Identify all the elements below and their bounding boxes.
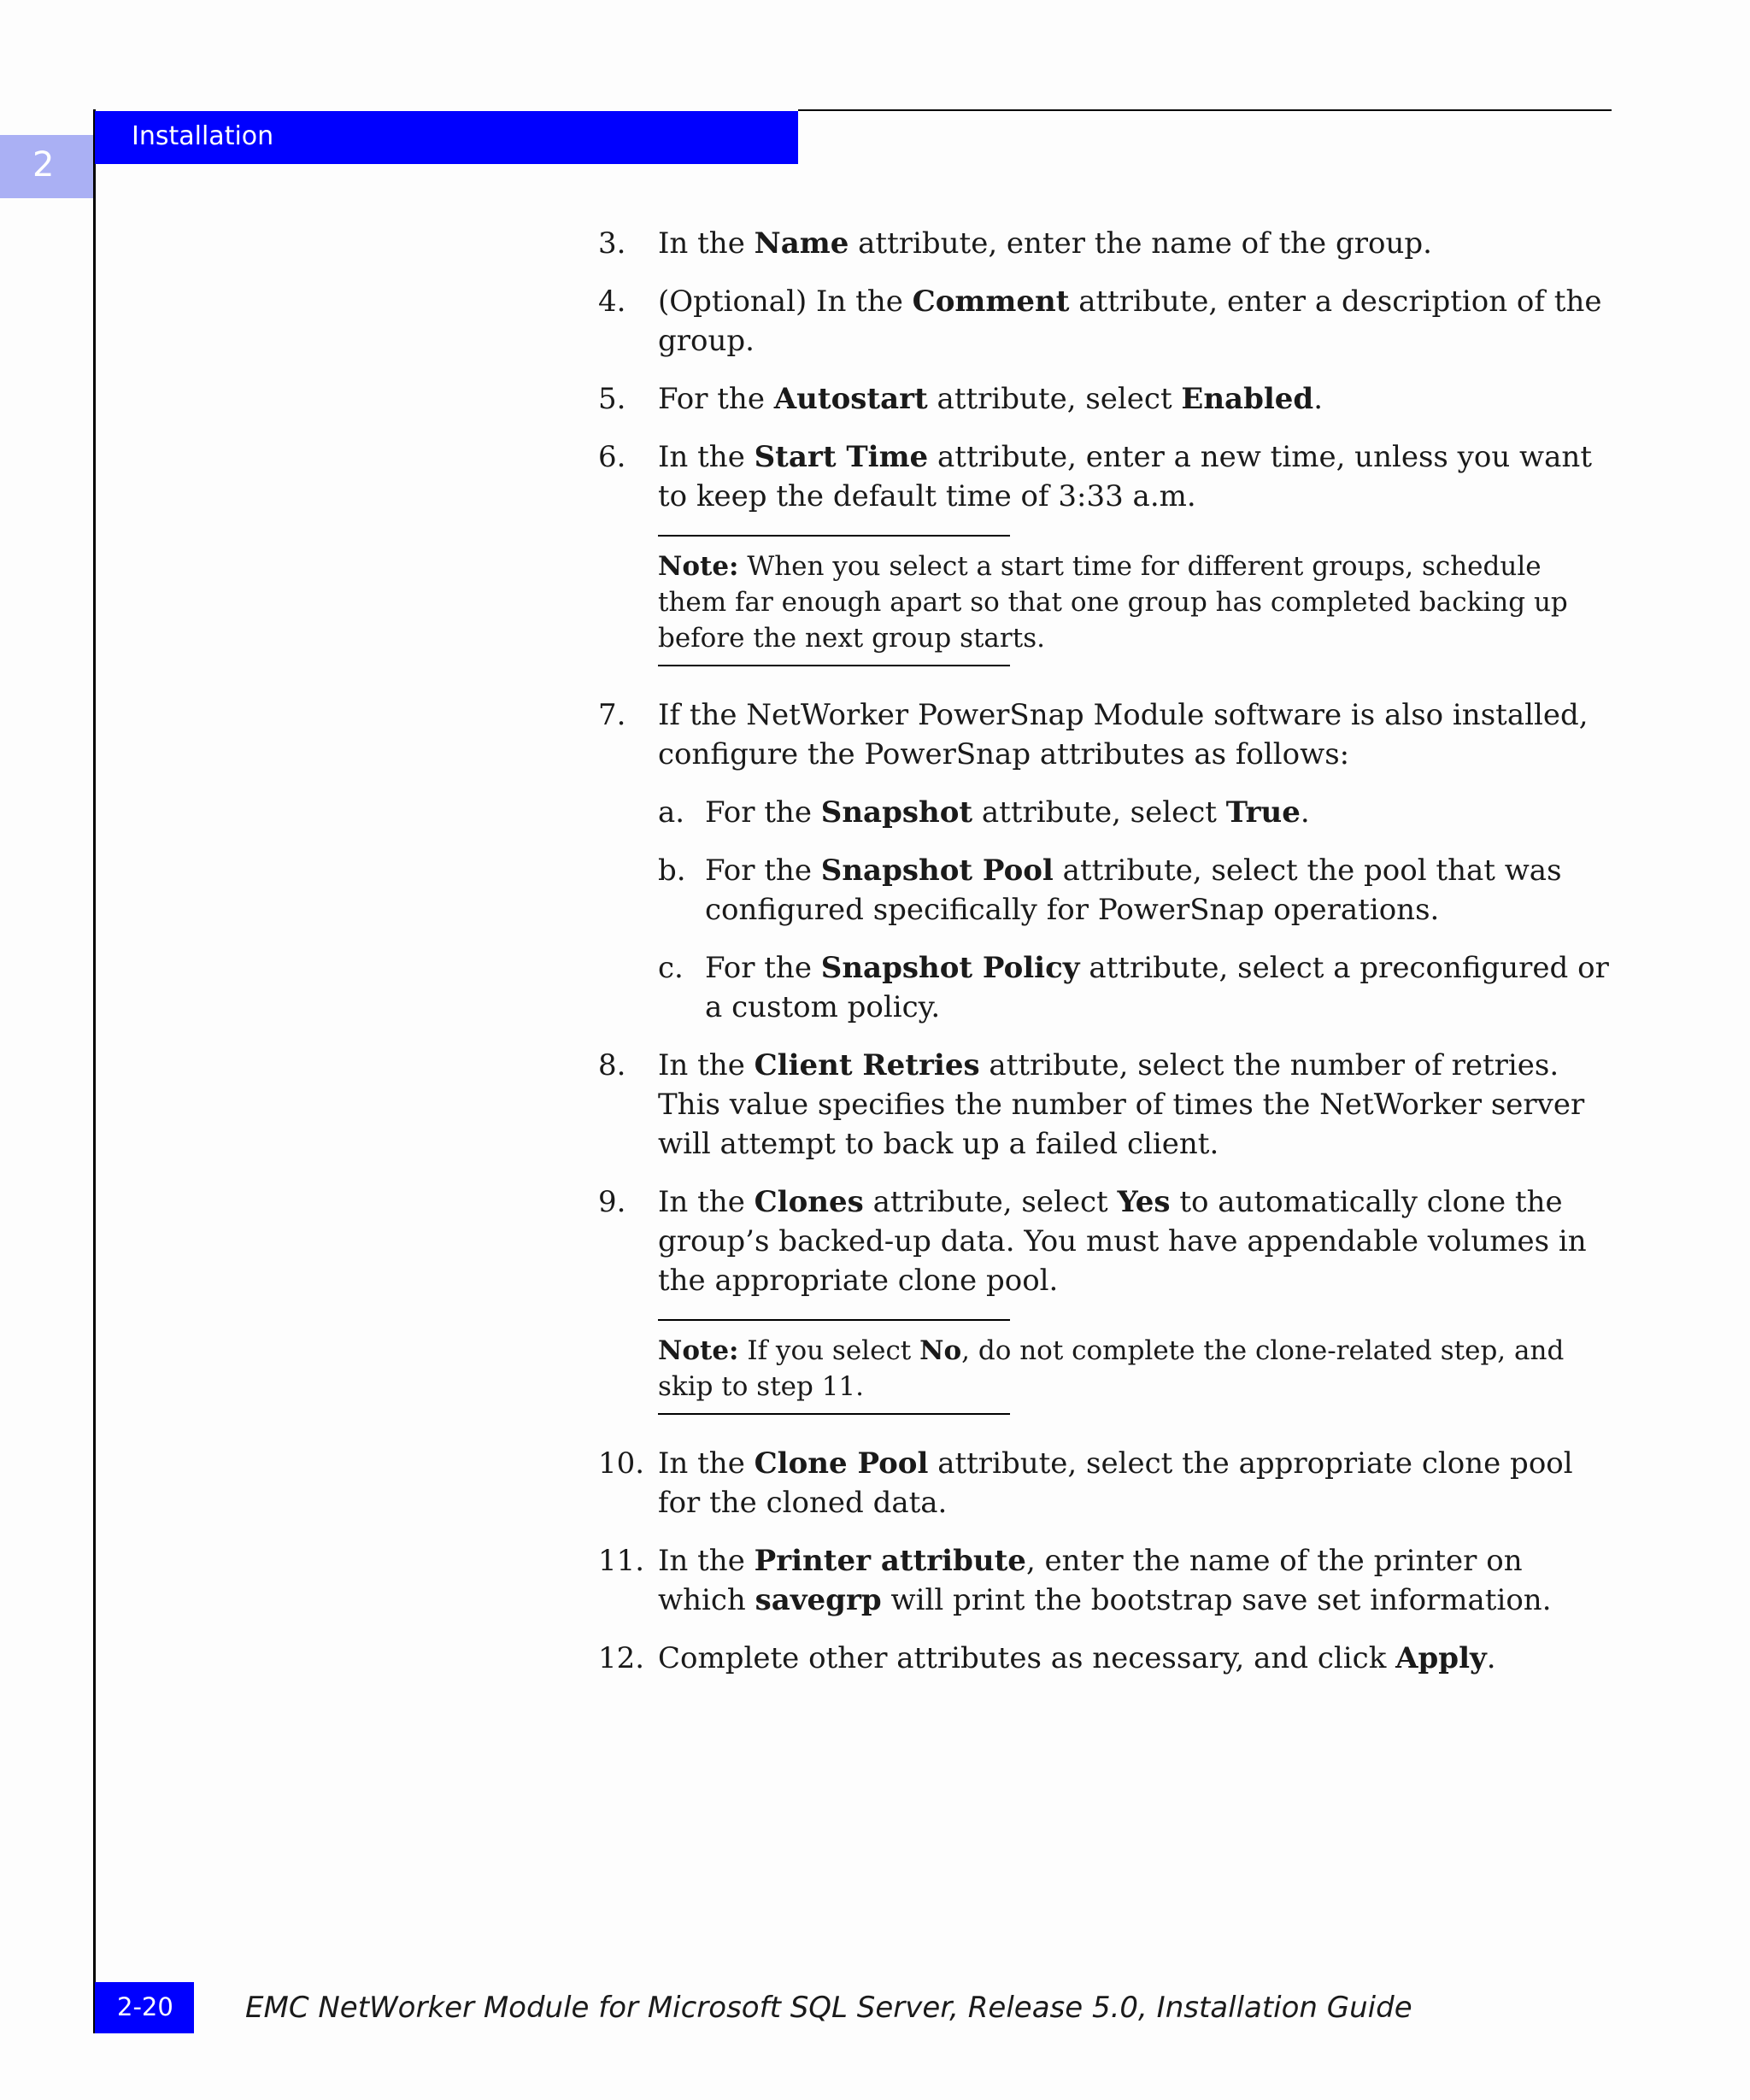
step-7b: b. For the Snapshot Pool attribute, select the pool that was configured specifically for PowerSnap operations. (658, 853, 1562, 927)
note-clones: Note: If you select No, do not complete the clone-related step, and skip to step 11. (658, 1319, 1611, 1415)
chapter-tab (0, 135, 93, 198)
step-7a: a. For the Snapshot attribute, select True. (658, 795, 1310, 830)
step-8: 8. In the Client Retries attribute, select the number of retries. This value specifies the number of times the NetWorker server will attempt to back up a failed client. (598, 1048, 1585, 1161)
step-7: 7. If the NetWorker PowerSnap Module software is also installed, configure the PowerSnap attributes as follows: a. For the Snapshot attribute, select True. b. For the Snapshot Pool attribute, select the pool that was configured specifically for PowerSnap operations. c. For the Snapshot Policy attribute, select a preconfigured or a custom policy. (598, 695, 1615, 1027)
step-10: 10. In the Clone Pool attribute, select the appropriate clone pool for the cloned data. (598, 1446, 1573, 1520)
note-bottom-rule (658, 665, 1010, 666)
procedure-steps (598, 224, 1615, 1697)
step-6: 6. In the Start Time attribute, enter a new time, unless you want to keep the default time of 3:33 a.m. (598, 440, 1592, 513)
header-rule (798, 109, 1612, 111)
document-title: EMC NetWorker Module for Microsoft SQL Server, Release 5.0, Installation Guide (245, 1991, 1412, 2025)
page-number-box (95, 1982, 194, 2033)
chapter-header (95, 111, 798, 164)
chapter-number: 2 (32, 145, 55, 185)
step-4: 4. (Optional) In the Comment attribute, enter a description of the group. (598, 284, 1602, 358)
page-number: 2-20 (117, 1992, 173, 2021)
note-start-time: Note: When you select a start time for different groups, schedule them far enough apart so that one group has completed backing up before the next group starts. (658, 535, 1611, 666)
step-9: 9. In the Clones attribute, select Yes to automatically clone the group’s backed-up data. You must have appendable volumes in the appropriate clone pool. (598, 1185, 1587, 1298)
note-bottom-rule (658, 1413, 1010, 1415)
step-7c: c. For the Snapshot Policy attribute, select a preconfigured or a custom policy. (658, 951, 1609, 1024)
step-11: 11. In the Printer attribute, enter the name of the printer on which savegrp will print the bootstrap save set information. (598, 1544, 1552, 1617)
left-margin-rule (93, 109, 96, 2033)
step-5: 5. For the Autostart attribute, select Enabled. (598, 382, 1323, 416)
step-3: 3. In the Name attribute, enter the name of the group. (598, 226, 1432, 261)
step-12: 12. Complete other attributes as necessary, and click Apply. (598, 1641, 1496, 1675)
chapter-title: Installation (132, 121, 274, 151)
step-7-substeps (658, 793, 1615, 1027)
